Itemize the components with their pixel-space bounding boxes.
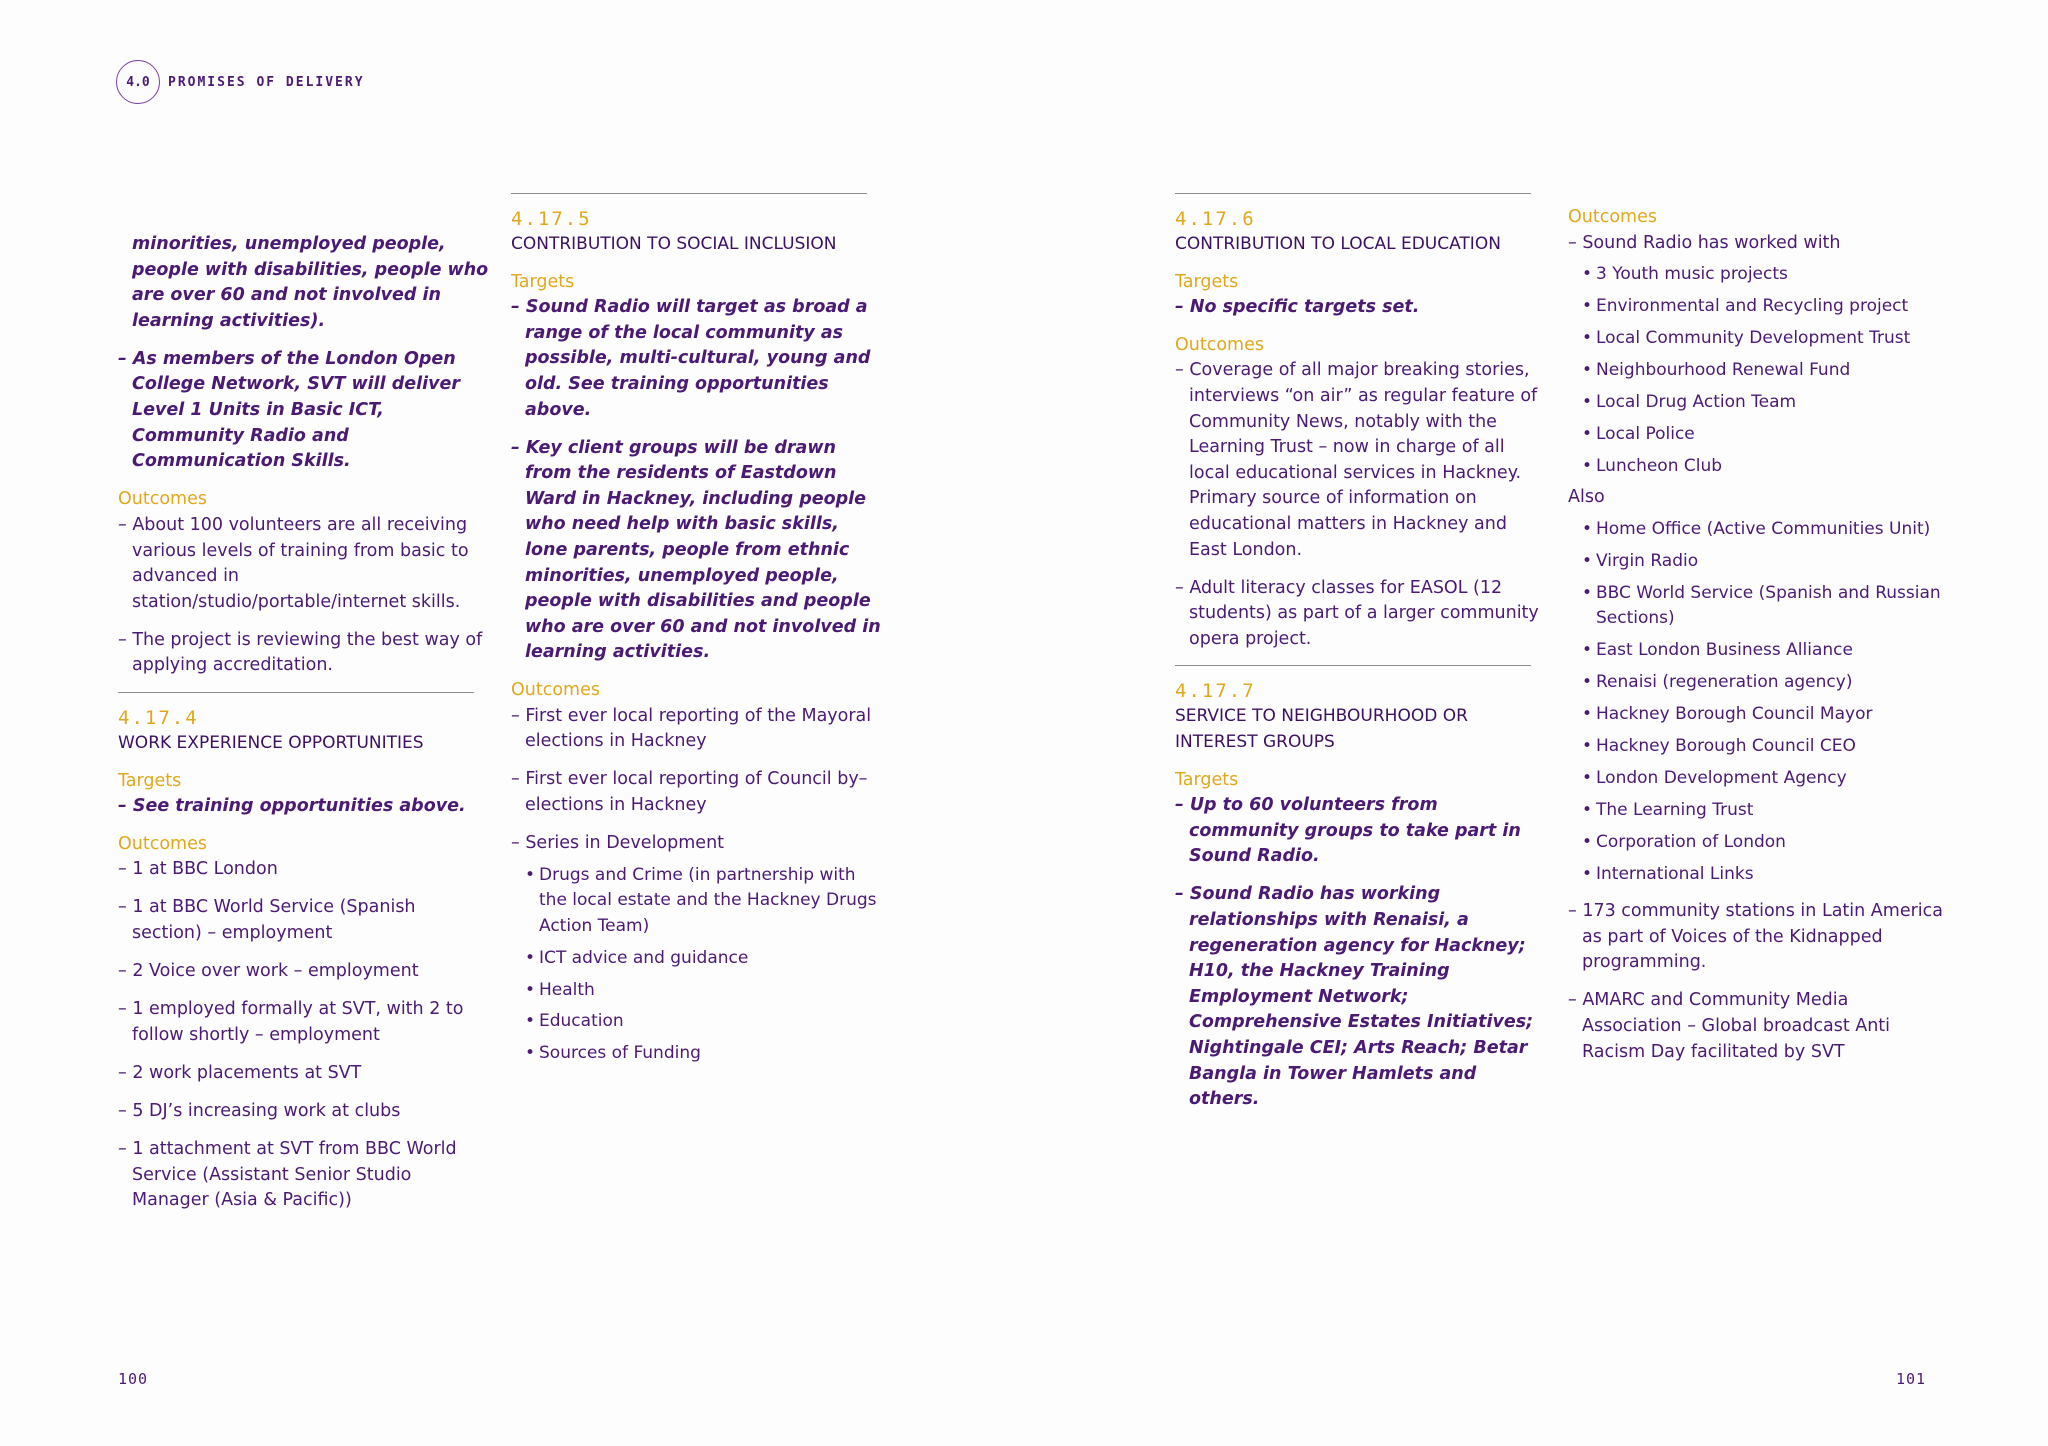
- target-item: – Sound Radio will target as broad a range of the local community as possible, multi-cultural, young and old. See training opportunities above.: [511, 297, 871, 420]
- targets-label: Targets: [1175, 271, 1239, 292]
- series-item: • Education: [511, 1009, 883, 1035]
- section-heading: SERVICE TO NEIGHBOURHOOD OR INTEREST GROUPS: [1175, 706, 1468, 752]
- section-divider: [1175, 193, 1531, 194]
- outcome-item: – Sound Radio has worked with: [1568, 232, 1841, 253]
- section-divider: [118, 692, 474, 693]
- outcome-item: – 1 employed formally at SVT, with 2 to follow shortly – employment: [118, 999, 464, 1045]
- worked-with-item: • Environmental and Recycling project: [1568, 294, 1948, 320]
- section-divider: [511, 193, 867, 194]
- section-heading: CONTRIBUTION TO SOCIAL INCLUSION: [511, 234, 837, 254]
- target-item: – As members of the London Open College Network, SVT will deliver Level 1 Units in Basic ICT, Community Radio and Communication Skills.: [118, 348, 461, 472]
- series-item: • Drugs and Crime (in partnership with the local estate and the Hackney Drugs Action Team): [511, 863, 883, 940]
- column-4: [1568, 205, 1948, 1065]
- target-item: – See training opportunities above.: [118, 796, 466, 817]
- worked-with-item: • Neighbourhood Renewal Fund: [1568, 358, 1948, 384]
- targets-label: Targets: [118, 770, 182, 791]
- section-heading: CONTRIBUTION TO LOCAL EDUCATION: [1175, 234, 1501, 254]
- page-number-left: 100: [118, 1370, 149, 1388]
- section-number-4-17-5: 4.17.5: [511, 208, 592, 230]
- outcome-item: – The project is reviewing the best way of applying accreditation.: [118, 629, 483, 676]
- worked-with-item: • Local Community Development Trust: [1568, 326, 1948, 352]
- target-item: – Key client groups will be drawn from the residents of Eastdown Ward in Hackney, including people who need help with basic skills, lone parents, people from ethnic minorities, unemployed people, people with disabilities and people who are over 60 and not involved in learning activities.: [511, 437, 881, 663]
- outcome-item: – 2 work placements at SVT: [118, 1062, 362, 1083]
- also-item: • The Learning Trust: [1568, 798, 1948, 824]
- also-item: • Virgin Radio: [1568, 549, 1948, 575]
- continued-target-text: minorities, unemployed people, people with disabilities, people who are over 60 and not involved in learning activities).: [132, 234, 489, 331]
- target-item: – Sound Radio has working relationships with Renaisi, a regeneration agency for Hackney; H10, the Hackney Training Employment Network; Comprehensive Estates Initiatives; Nightingale CEI; Arts Reach; Betar Bangla in Tower Hamlets and others.: [1175, 884, 1534, 1110]
- outcome-item: – First ever local reporting of the Mayoral elections in Hackney: [511, 705, 872, 752]
- outcome-item: – 5 DJ’s increasing work at clubs: [118, 1101, 401, 1122]
- outcomes-label: Outcomes: [118, 489, 207, 510]
- also-item: • East London Business Alliance: [1568, 638, 1948, 664]
- also-item: • BBC World Service (Spanish and Russian Sections): [1568, 581, 1948, 632]
- section-header: [116, 60, 365, 104]
- outcome-item: – 1 at BBC World Service (Spanish section) – employment: [118, 897, 416, 944]
- section-title: PROMISES OF DELIVERY: [168, 74, 365, 90]
- column-1: [118, 232, 490, 1214]
- outcome-item: – 1 attachment at SVT from BBC World Service (Assistant Senior Studio Manager (Asia & Pacific)): [118, 1139, 457, 1211]
- also-item: • International Links: [1568, 862, 1948, 888]
- outcome-item: – About 100 volunteers are all receiving various levels of training from basic to advanced in station/studio/portable/internet skills.: [118, 514, 469, 612]
- target-item: – No specific targets set.: [1175, 297, 1420, 318]
- series-item: • Sources of Funding: [511, 1041, 883, 1067]
- target-item: – Up to 60 volunteers from community groups to take part in Sound Radio.: [1175, 795, 1521, 867]
- targets-label: Targets: [1175, 769, 1239, 790]
- also-item: • Home Office (Active Communities Unit): [1568, 517, 1948, 543]
- outcomes-label: Outcomes: [1568, 207, 1657, 227]
- outcome-item: – Adult literacy classes for EASOL (12 students) as part of a larger community opera project.: [1175, 577, 1539, 649]
- section-divider: [1175, 665, 1531, 666]
- outcome-item: – 2 Voice over work – employment: [118, 961, 419, 982]
- outcomes-label: Outcomes: [1175, 334, 1264, 355]
- section-number-badge: 4.0: [116, 60, 160, 104]
- also-item: • Hackney Borough Council Mayor: [1568, 702, 1948, 728]
- section-number-4-17-7: 4.17.7: [1175, 680, 1256, 703]
- outcome-item: – Series in Development: [511, 832, 725, 853]
- outcome-item: – AMARC and Community Media Association – Global broadcast Anti Racism Day facilitated by SVT: [1568, 990, 1891, 1062]
- outcome-item: – First ever local reporting of Council by–elections in Hackney: [511, 769, 868, 815]
- column-2: [511, 193, 883, 1073]
- targets-label: Targets: [511, 271, 575, 292]
- series-item: • ICT advice and guidance: [511, 946, 883, 972]
- outcome-item: – 1 at BBC London: [118, 859, 278, 880]
- outcomes-label: Outcomes: [118, 833, 207, 854]
- worked-with-item: • Local Police: [1568, 422, 1948, 448]
- outcomes-label: Outcomes: [511, 680, 600, 700]
- also-item: • London Development Agency: [1568, 766, 1948, 792]
- page-number-right: 101: [1896, 1370, 1927, 1388]
- also-item: • Renaisi (regeneration agency): [1568, 670, 1948, 696]
- worked-with-item: • Local Drug Action Team: [1568, 390, 1948, 416]
- worked-with-item: • Luncheon Club: [1568, 454, 1948, 480]
- also-item: • Corporation of London: [1568, 830, 1948, 856]
- also-item: • Hackney Borough Council CEO: [1568, 734, 1948, 760]
- series-item: • Health: [511, 978, 883, 1004]
- also-label: Also: [1568, 487, 1605, 508]
- section-heading: WORK EXPERIENCE OPPORTUNITIES: [118, 733, 424, 753]
- section-number-4-17-4: 4.17.4: [118, 707, 199, 729]
- worked-with-item: • 3 Youth music projects: [1568, 262, 1948, 288]
- outcome-item: – Coverage of all major breaking stories, interviews “on air” as regular feature of Community News, notably with the Learning Trust – now in charge of all local educational services in Hackney. Primary source of information on educational matters in Hackney and East London.: [1175, 360, 1538, 560]
- section-number-4-17-6: 4.17.6: [1175, 208, 1256, 230]
- outcome-item: – 173 community stations in Latin America as part of Voices of the Kidnapped programming.: [1568, 901, 1943, 973]
- column-3: [1175, 193, 1547, 1113]
